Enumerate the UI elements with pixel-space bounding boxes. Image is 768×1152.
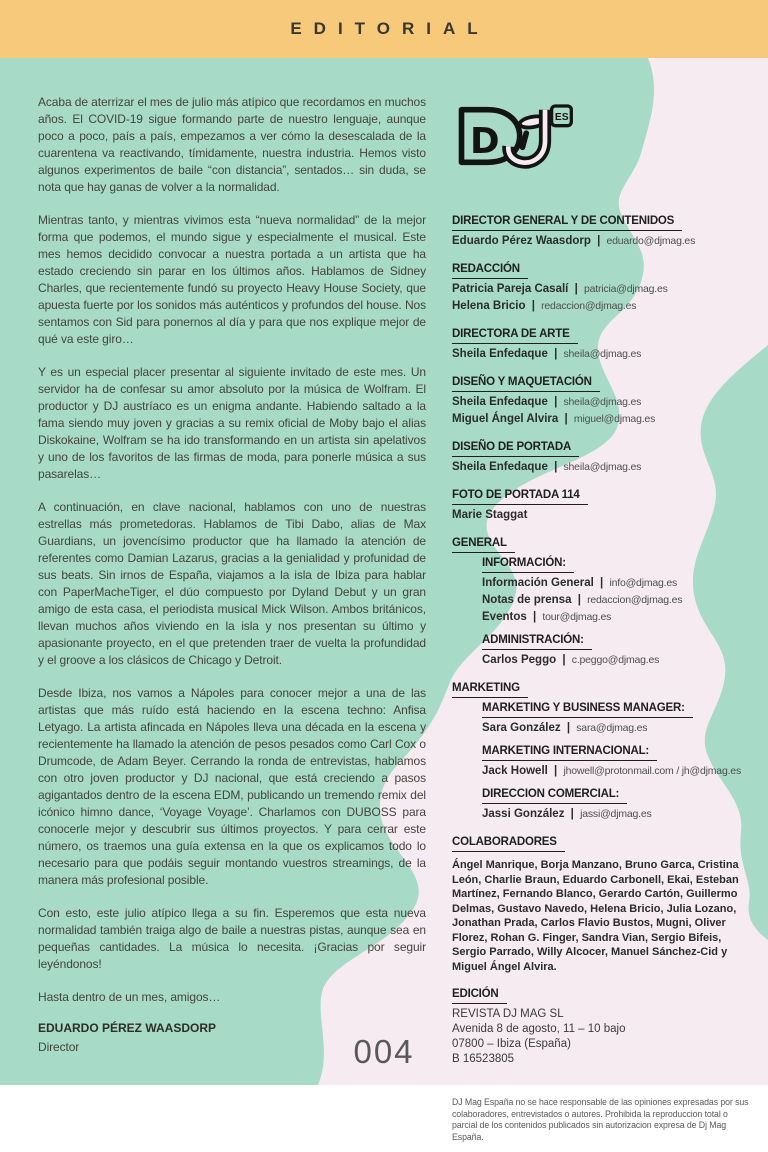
general-section [452,536,754,668]
credit-email: redaccion@djmag.es [541,300,637,312]
section-heading: EDICIÓN [452,987,507,1004]
section-heading: FOTO DE PORTADA 114 [452,488,588,505]
section-heading: DIRECTOR GENERAL Y DE CONTENIDOS [452,214,682,231]
pipe-separator: | [577,594,581,606]
credit-name: Marie Staggat [452,509,528,521]
section-heading: REDACCIÓN [452,262,528,279]
section-heading: COLABORADORES [452,835,565,852]
logo-i-stem [523,133,527,147]
credit-email: info@djmag.es [609,577,678,589]
pipe-separator: | [532,611,537,623]
credit-email: eduardo@djmag.es [606,235,696,247]
subsection [482,701,754,736]
paragraph: Desde Ibiza, nos vamos a Nápoles para conocer mejor a una de las artistas que más ruído está haciendo en la escena techno: Anfisa Letyago. La artista afincada en Nápoles lleva una década en la escena y recientemente ha llamado la atención de pesos pesados como Carl Cox o Drumcode, de Adam Beyer. Cerrando la ronda de entrevistas, hablamos con otro joven productor y DJ nacional, que está creciendo a pasos agigantados dentro de la escena EDM, publicando un tremendo remix del icónico himno dance, ‘Voyage Voyage’. Charlamos con DUBOSS para conocerle mejor y descubrir sus últimos proyectos. Y para cerrar este número, os traemos una guía extensa en la que os explicamos todo lo necesario para que podáis seguir montando vuestros streamings, de la manera más profesional posible. [38,686,426,887]
credit-name: Información General [482,577,594,589]
editorial-article [38,94,426,1056]
credit-section [452,214,754,249]
credit-email: sheila@djmag.es [563,348,642,360]
pipe-separator: | [564,413,568,425]
header-band [0,0,768,58]
credit-name: Sheila Enfedaque [452,396,548,408]
section-heading: DISEÑO Y MAQUETACIÓN [452,375,600,392]
credit-entry [452,282,754,297]
credit-section [452,327,754,362]
credit-email: c.peggo@djmag.es [571,654,660,666]
paragraph: A continuación, en clave nacional, hablamos con uno de nuestras estrellas más prometedoras. Hablamos de Tibi Dabo, alias de Max Guardians, un jovencísimo productor que ha llamado la atención de referentes como Damian Lazarus, gracias a la genialidad y profunidad de sus beats. Sin irnos de España, viajamos a la isla de Ibiza para hablar con PaperMacheTiger, el dúo compuesto por Dyland Debut y un gran amigo de esta casa, el periodista musical Mick Wilson. Ambos británicos, llevan muchos años viviendo en la isla y nos presentan su último y apasionante proyecto, en el que pretenden traer de vuelta la profundidad y el groove a los clásicos de Chicago y Detroit. [38,500,426,667]
credit-section [452,262,754,314]
subsection [482,633,754,668]
edicion-line: B 16523805 [452,1053,515,1065]
credit-entry [482,610,754,625]
credit-name: Eduardo Pérez Waasdorp [452,235,591,247]
page-title: EDITORIAL [290,19,490,38]
pipe-separator: | [566,722,571,734]
dj-mag-logo [454,98,576,174]
subsection-heading: DIRECCION COMERCIAL: [482,787,627,804]
pipe-separator: | [554,396,558,408]
edicion-line: Avenida 8 de agosto, 11 – 10 bajo [452,1023,626,1035]
subsection-heading: MARKETING Y BUSINESS MANAGER: [482,701,693,718]
logo-d-letter: D [469,120,500,162]
page-number: 004 [353,1033,415,1070]
credit-name: Miguel Ángel Alvira [452,413,559,425]
credit-entry [452,395,754,410]
credit-entry [482,593,754,608]
credit-entry [452,234,754,249]
credit-name: Sara González [482,722,561,734]
subsection [482,744,754,779]
subsection-heading: ADMINISTRACIÓN: [482,633,592,650]
signature-name: EDUARDO PÉREZ WAASDORP [38,1021,217,1035]
paragraph: Y es un especial placer presentar al siguiente invitado de este mes. Un servidor ha de confesar su amor absoluto por la música de Wolfram. El productor y DJ austríaco es un enigma andante. Habiendo saltado a la fama siendo muy joven y gracias a su remix oficial de Moby bajo el alias Diskokaine, Wolfram se ha ido transformando en un artista sin apelativos y uno de los favoritos de las firmas de moda, para ponerle música a sus pasarelas… [38,365,426,481]
paragraph: Con esto, este julio atípico llega a su fin. Esperemos que esta nueva normalidad también traiga algo de baile a nuestras pistas, aunque sea en pequeñas cantidades. La música lo necesita. ¡Gracias por seguir leyéndonos! [38,906,426,971]
pipe-separator: | [600,577,604,589]
credit-entry [482,721,754,736]
credit-name: Helena Bricio [452,300,526,312]
credit-entry [452,460,754,475]
credit-entry [482,807,754,822]
pipe-separator: | [570,808,574,820]
credit-entry [482,764,754,779]
closing-line: Hasta dentro de un mes, amigos… [38,990,221,1004]
credit-name: Patricia Pareja Casalí [452,283,569,295]
pipe-separator: | [554,765,558,777]
masthead [452,96,754,1152]
section-heading: DISEÑO DE PORTADA [452,440,579,457]
colaboradores-names: Ángel Manrique, Borja Manzano, Bruno Garca, Cristina León, Charlie Braun, Eduardo Carbonell, Ekai, Esteban Martínez, Fernando Blanco, Gerardo Cartón, Guillermo Delmas, Gustavo Navedo, Helena Bricio, Julia Lozano, Jonathan Prada, Carlos Flavio Bustos, Mugni, Oliver Florez, Rohan G. Finger, Sandra Vian, Sergio Bifeis, Sergio Parrado, Willy Alcocer, Manuel Sánchez-Cid y Miguel Ángel Alvira. [452,859,739,973]
pipe-separator: | [562,654,566,666]
pipe-separator: | [597,235,601,247]
credit-name: Jassi González [482,808,565,820]
edicion-line: 07800 – Ibiza (España) [452,1038,571,1050]
pipe-separator: | [554,461,558,473]
credit-name: Sheila Enfedaque [452,461,548,473]
credit-email: patricia@djmag.es [583,283,668,295]
credit-email: redaccion@djmag.es [587,594,683,606]
subsection-heading: INFORMACIÓN: [482,556,574,573]
credit-email: jhowell@protonmail.com / jh@djmag.es [563,765,741,777]
paragraph: Acaba de aterrizar el mes de julio más atípico que recordamos en muchos años. El COVID-19 sigue formando parte de nuestro lenguaje, aunque poco a poco, país a país, empezamos a ver cómo la desescalada de la cuarentena va reactivando, tímidamente, nuestra industria. Hemos visto algunos experimentos de baile “con distancia”, sentados… sin duda, se nota que hay ganas de volver a la normalidad. [38,95,426,194]
section-heading: DIRECTORA DE ARTE [452,327,578,344]
credit-entry [452,299,754,314]
signature-role: Director [38,1040,80,1054]
credit-name: Jack Howell [482,765,548,777]
subsection [482,556,754,625]
credit-email: sheila@djmag.es [563,461,642,473]
pipe-separator: | [554,348,558,360]
credit-email: sheila@djmag.es [563,396,642,408]
credit-section [452,440,754,475]
credit-email: miguel@djmag.es [573,413,656,425]
section-heading: GENERAL [452,536,515,553]
section-heading: MARKETING [452,681,528,698]
subsection [482,787,754,822]
colaboradores-section [452,835,754,974]
credit-section [452,375,754,427]
credit-entry [452,508,754,523]
credit-name: Notas de prensa [482,594,572,606]
edicion-line: REVISTA DJ MAG SL [452,1008,564,1020]
credit-email: tour@djmag.es [542,611,612,623]
marketing-section [452,681,754,822]
paragraph: Mientras tanto, y mientras vivimos esta “nueva normalidad” de la mejor forma que podemos, el mundo sigue y especialmente el musical. Este mes hemos decidido convocar a nuestra portada a un artista que ha estado creciendo sin parar en los últimos años. Hablamos de Sidney Charles, que recientemente fundó su proyecto Heavy House Society, que apuesta fuerte por los sonidos más auténticos y profundos del house. Nos sentamos con Sid para ponernos al día y para que nos explique mejor de qué va este giro… [38,213,426,346]
logo-es-label: ES [554,112,569,124]
credit-section [452,488,754,523]
credit-name: Carlos Peggo [482,654,557,666]
pipe-separator: | [531,300,535,312]
credit-entry [482,653,754,668]
credit-name: Sheila Enfedaque [452,348,548,360]
pipe-separator: | [574,283,578,295]
credit-email: jassi@djmag.es [580,808,652,820]
credit-entry [452,347,754,362]
credit-entry [482,576,754,591]
credit-email: sara@djmag.es [576,722,648,734]
credit-name: Eventos [482,611,527,623]
legal-disclaimer: DJ Mag España no se hace responsable de las opiniones expresadas por sus colaboradores, entrevistados o autores. Prohibida la reproduccion total o parcial de los contenidos publicados sin autorizacion expresa de Dj Mag España. [452,1097,749,1142]
subsection-heading: MARKETING INTERNACIONAL: [482,744,657,761]
credit-entry [452,412,754,427]
